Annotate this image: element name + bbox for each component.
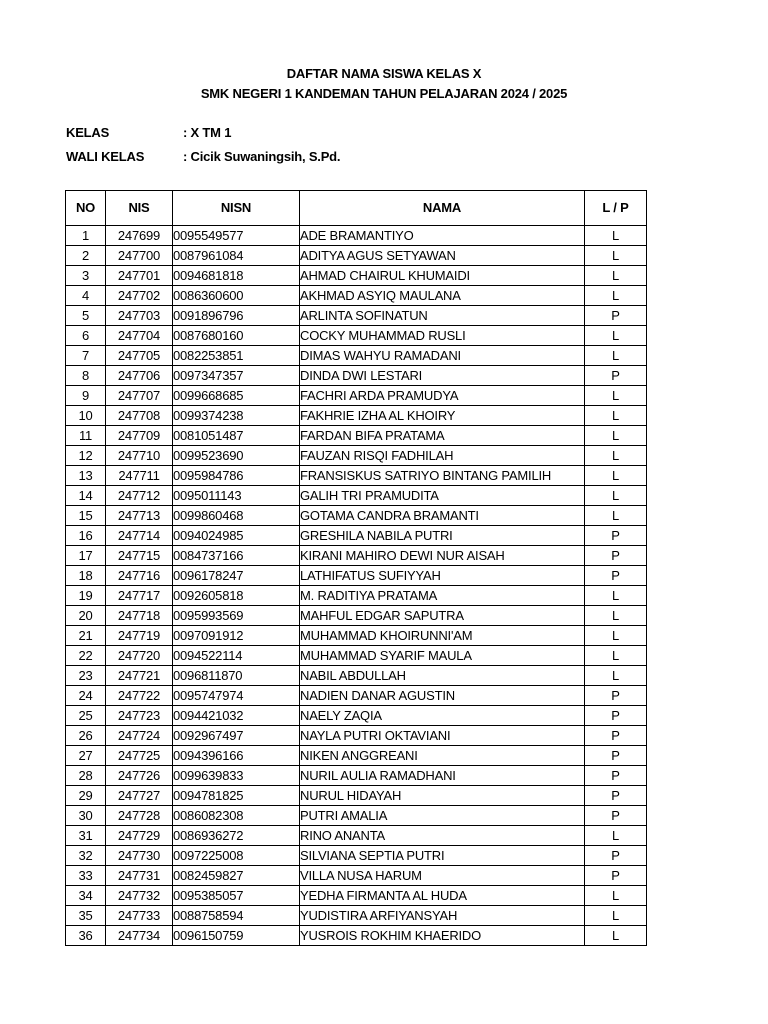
cell-nis: 247699 — [106, 226, 173, 246]
cell-nisn: 0087961084 — [173, 246, 300, 266]
student-roster-table — [65, 190, 647, 946]
cell-gender: L — [585, 646, 647, 666]
table-row — [66, 746, 647, 766]
cell-gender: P — [585, 766, 647, 786]
table-row — [66, 826, 647, 846]
cell-nisn: 0094421032 — [173, 706, 300, 726]
cell-nama: ARLINTA SOFINATUN — [300, 306, 585, 326]
cell-gender: L — [585, 406, 647, 426]
cell-nis: 247714 — [106, 526, 173, 546]
class-label: KELAS — [66, 125, 110, 140]
cell-no: 24 — [66, 686, 106, 706]
cell-nis: 247706 — [106, 366, 173, 386]
cell-nama: NABIL ABDULLAH — [300, 666, 585, 686]
cell-nis: 247718 — [106, 606, 173, 626]
table-body — [66, 226, 647, 946]
table-row — [66, 466, 647, 486]
cell-no: 27 — [66, 746, 106, 766]
homeroom-teacher-info — [66, 149, 340, 164]
table-row — [66, 566, 647, 586]
table-row — [66, 306, 647, 326]
cell-gender: L — [585, 926, 647, 946]
cell-nisn: 0094396166 — [173, 746, 300, 766]
cell-nama: DIMAS WAHYU RAMADANI — [300, 346, 585, 366]
cell-nisn: 0081051487 — [173, 426, 300, 446]
cell-gender: P — [585, 726, 647, 746]
cell-nama: GALIH TRI PRAMUDITA — [300, 486, 585, 506]
table-row — [66, 346, 647, 366]
cell-nis: 247725 — [106, 746, 173, 766]
cell-nama: NAYLA PUTRI OKTAVIANI — [300, 726, 585, 746]
cell-nisn: 0095549577 — [173, 226, 300, 246]
cell-nisn: 0099523690 — [173, 446, 300, 466]
cell-nis: 247709 — [106, 426, 173, 446]
table-row — [66, 406, 647, 426]
cell-nama: DINDA DWI LESTARI — [300, 366, 585, 386]
cell-nis: 247722 — [106, 686, 173, 706]
cell-gender: L — [585, 386, 647, 406]
cell-gender: L — [585, 286, 647, 306]
cell-nis: 247710 — [106, 446, 173, 466]
cell-no: 32 — [66, 846, 106, 866]
cell-gender: L — [585, 666, 647, 686]
cell-nama: AKHMAD ASYIQ MAULANA — [300, 286, 585, 306]
cell-gender: L — [585, 626, 647, 646]
cell-nisn: 0095984786 — [173, 466, 300, 486]
cell-nama: MUHAMMAD SYARIF MAULA — [300, 646, 585, 666]
table-row — [66, 526, 647, 546]
cell-nisn: 0086082308 — [173, 806, 300, 826]
cell-no: 34 — [66, 886, 106, 906]
cell-nisn: 0097347357 — [173, 366, 300, 386]
cell-nis: 247720 — [106, 646, 173, 666]
cell-gender: P — [585, 526, 647, 546]
table-row — [66, 386, 647, 406]
cell-gender: P — [585, 546, 647, 566]
cell-nama: SILVIANA SEPTIA PUTRI — [300, 846, 585, 866]
cell-no: 7 — [66, 346, 106, 366]
cell-nis: 247724 — [106, 726, 173, 746]
table-row — [66, 646, 647, 666]
column-header-nisn: NISN — [173, 191, 300, 226]
cell-nis: 247717 — [106, 586, 173, 606]
cell-nama: YEDHA FIRMANTA AL HUDA — [300, 886, 585, 906]
column-header-nama: NAMA — [300, 191, 585, 226]
cell-nisn: 0099639833 — [173, 766, 300, 786]
cell-nama: NADIEN DANAR AGUSTIN — [300, 686, 585, 706]
cell-gender: P — [585, 366, 647, 386]
cell-gender: L — [585, 586, 647, 606]
cell-gender: P — [585, 566, 647, 586]
cell-nama: ADE BRAMANTIYO — [300, 226, 585, 246]
cell-no: 14 — [66, 486, 106, 506]
table-row — [66, 906, 647, 926]
table-row — [66, 446, 647, 466]
table-header-row — [66, 191, 647, 226]
table-row — [66, 586, 647, 606]
cell-gender: P — [585, 306, 647, 326]
cell-nisn: 0091896796 — [173, 306, 300, 326]
cell-nama: PUTRI AMALIA — [300, 806, 585, 826]
cell-gender: L — [585, 246, 647, 266]
cell-no: 6 — [66, 326, 106, 346]
cell-no: 5 — [66, 306, 106, 326]
cell-nama: NAELY ZAQIA — [300, 706, 585, 726]
cell-nis: 247733 — [106, 906, 173, 926]
cell-no: 2 — [66, 246, 106, 266]
cell-no: 36 — [66, 926, 106, 946]
cell-no: 29 — [66, 786, 106, 806]
cell-nisn: 0094681818 — [173, 266, 300, 286]
cell-nama: ADITYA AGUS SETYAWAN — [300, 246, 585, 266]
cell-nama: KIRANI MAHIRO DEWI NUR AISAH — [300, 546, 585, 566]
document-subtitle: SMK NEGERI 1 KANDEMAN TAHUN PELAJARAN 2024 / 2025 — [200, 86, 568, 101]
cell-no: 9 — [66, 386, 106, 406]
cell-nisn: 0087680160 — [173, 326, 300, 346]
cell-nisn: 0095385057 — [173, 886, 300, 906]
cell-no: 3 — [66, 266, 106, 286]
cell-nisn: 0099668685 — [173, 386, 300, 406]
cell-nisn: 0094781825 — [173, 786, 300, 806]
cell-gender: L — [585, 466, 647, 486]
cell-gender: P — [585, 746, 647, 766]
cell-gender: L — [585, 826, 647, 846]
cell-nama: FAKHRIE IZHA AL KHOIRY — [300, 406, 585, 426]
cell-nisn: 0095011143 — [173, 486, 300, 506]
cell-nis: 247719 — [106, 626, 173, 646]
homeroom-teacher-value: : Cicik Suwaningsih, S.Pd. — [183, 149, 341, 164]
table-row — [66, 606, 647, 626]
cell-no: 25 — [66, 706, 106, 726]
cell-nis: 247727 — [106, 786, 173, 806]
homeroom-teacher-label: WALI KELAS — [66, 149, 145, 164]
column-header-nis: NIS — [106, 191, 173, 226]
cell-gender: L — [585, 506, 647, 526]
cell-nama: RINO ANANTA — [300, 826, 585, 846]
cell-no: 33 — [66, 866, 106, 886]
cell-nama: AHMAD CHAIRUL KHUMAIDI — [300, 266, 585, 286]
cell-gender: P — [585, 786, 647, 806]
cell-no: 30 — [66, 806, 106, 826]
table-row — [66, 266, 647, 286]
cell-no: 1 — [66, 226, 106, 246]
cell-gender: L — [585, 486, 647, 506]
cell-nis: 247730 — [106, 846, 173, 866]
cell-nis: 247729 — [106, 826, 173, 846]
cell-nisn: 0092605818 — [173, 586, 300, 606]
table-row — [66, 726, 647, 746]
cell-no: 11 — [66, 426, 106, 446]
cell-nisn: 0088758594 — [173, 906, 300, 926]
cell-no: 35 — [66, 906, 106, 926]
cell-nis: 247715 — [106, 546, 173, 566]
cell-nama: VILLA NUSA HARUM — [300, 866, 585, 886]
cell-nis: 247701 — [106, 266, 173, 286]
cell-nis: 247734 — [106, 926, 173, 946]
cell-nisn: 0094522114 — [173, 646, 300, 666]
cell-no: 22 — [66, 646, 106, 666]
cell-nisn: 0082459827 — [173, 866, 300, 886]
table-row — [66, 846, 647, 866]
cell-gender: L — [585, 426, 647, 446]
cell-no: 10 — [66, 406, 106, 426]
table-row — [66, 686, 647, 706]
table-row — [66, 506, 647, 526]
cell-gender: P — [585, 806, 647, 826]
table-row — [66, 226, 647, 246]
cell-no: 23 — [66, 666, 106, 686]
cell-no: 8 — [66, 366, 106, 386]
cell-nis: 247707 — [106, 386, 173, 406]
cell-gender: L — [585, 446, 647, 466]
cell-nisn: 0084737166 — [173, 546, 300, 566]
cell-nisn: 0095747974 — [173, 686, 300, 706]
cell-no: 21 — [66, 626, 106, 646]
cell-nisn: 0096150759 — [173, 926, 300, 946]
table-row — [66, 786, 647, 806]
cell-nama: FARDAN BIFA PRATAMA — [300, 426, 585, 446]
cell-nama: GRESHILA NABILA PUTRI — [300, 526, 585, 546]
cell-nis: 247700 — [106, 246, 173, 266]
cell-nisn: 0094024985 — [173, 526, 300, 546]
table-row — [66, 866, 647, 886]
cell-nis: 247726 — [106, 766, 173, 786]
column-header-gender: L / P — [585, 191, 647, 226]
table-row — [66, 366, 647, 386]
column-header-no: NO — [66, 191, 106, 226]
cell-no: 20 — [66, 606, 106, 626]
table-row — [66, 246, 647, 266]
cell-nama: NURUL HIDAYAH — [300, 786, 585, 806]
table-row — [66, 926, 647, 946]
table-row — [66, 426, 647, 446]
table-row — [66, 546, 647, 566]
cell-nama: GOTAMA CANDRA BRAMANTI — [300, 506, 585, 526]
cell-no: 28 — [66, 766, 106, 786]
table-row — [66, 286, 647, 306]
cell-nama: NIKEN ANGGREANI — [300, 746, 585, 766]
cell-no: 12 — [66, 446, 106, 466]
cell-nis: 247702 — [106, 286, 173, 306]
cell-nama: FACHRI ARDA PRAMUDYA — [300, 386, 585, 406]
cell-nis: 247703 — [106, 306, 173, 326]
cell-no: 18 — [66, 566, 106, 586]
table-row — [66, 626, 647, 646]
cell-nisn: 0086936272 — [173, 826, 300, 846]
cell-nis: 247721 — [106, 666, 173, 686]
cell-no: 13 — [66, 466, 106, 486]
cell-nis: 247732 — [106, 886, 173, 906]
cell-nis: 247704 — [106, 326, 173, 346]
cell-gender: L — [585, 886, 647, 906]
cell-nis: 247705 — [106, 346, 173, 366]
cell-nisn: 0086360600 — [173, 286, 300, 306]
cell-nis: 247713 — [106, 506, 173, 526]
class-info — [66, 125, 231, 140]
cell-nama: YUDISTIRA ARFIYANSYAH — [300, 906, 585, 926]
cell-nisn: 0097225008 — [173, 846, 300, 866]
cell-no: 16 — [66, 526, 106, 546]
cell-nis: 247731 — [106, 866, 173, 886]
cell-nama: MUHAMMAD KHOIRUNNI'AM — [300, 626, 585, 646]
cell-nisn: 0095993569 — [173, 606, 300, 626]
cell-no: 15 — [66, 506, 106, 526]
cell-no: 17 — [66, 546, 106, 566]
cell-nisn: 0099374238 — [173, 406, 300, 426]
table-row — [66, 326, 647, 346]
cell-no: 4 — [66, 286, 106, 306]
cell-gender: P — [585, 686, 647, 706]
cell-nisn: 0099860468 — [173, 506, 300, 526]
table-row — [66, 486, 647, 506]
table-row — [66, 666, 647, 686]
table-row — [66, 886, 647, 906]
cell-nis: 247723 — [106, 706, 173, 726]
cell-nis: 247708 — [106, 406, 173, 426]
cell-nis: 247728 — [106, 806, 173, 826]
cell-nisn: 0096178247 — [173, 566, 300, 586]
cell-nis: 247711 — [106, 466, 173, 486]
cell-nama: COCKY MUHAMMAD RUSLI — [300, 326, 585, 346]
cell-gender: P — [585, 846, 647, 866]
cell-no: 19 — [66, 586, 106, 606]
cell-no: 26 — [66, 726, 106, 746]
cell-gender: L — [585, 266, 647, 286]
cell-no: 31 — [66, 826, 106, 846]
cell-nis: 247712 — [106, 486, 173, 506]
cell-nisn: 0096811870 — [173, 666, 300, 686]
cell-nisn: 0082253851 — [173, 346, 300, 366]
cell-nama: M. RADITIYA PRATAMA — [300, 586, 585, 606]
cell-nisn: 0092967497 — [173, 726, 300, 746]
cell-gender: L — [585, 226, 647, 246]
cell-gender: L — [585, 906, 647, 926]
cell-nama: LATHIFATUS SUFIYYAH — [300, 566, 585, 586]
cell-nama: FAUZAN RISQI FADHILAH — [300, 446, 585, 466]
cell-nama: NURIL AULIA RAMADHANI — [300, 766, 585, 786]
cell-gender: L — [585, 606, 647, 626]
document-title: DAFTAR NAMA SISWA KELAS X — [286, 66, 482, 81]
class-value: : X TM 1 — [183, 125, 232, 140]
cell-gender: L — [585, 326, 647, 346]
cell-nama: MAHFUL EDGAR SAPUTRA — [300, 606, 585, 626]
table-row — [66, 806, 647, 826]
cell-gender: P — [585, 706, 647, 726]
cell-nama: YUSROIS ROKHIM KHAERIDO — [300, 926, 585, 946]
table-row — [66, 766, 647, 786]
cell-nisn: 0097091912 — [173, 626, 300, 646]
cell-gender: L — [585, 346, 647, 366]
cell-gender: P — [585, 866, 647, 886]
table-row — [66, 706, 647, 726]
cell-nis: 247716 — [106, 566, 173, 586]
cell-nama: FRANSISKUS SATRIYO BINTANG PAMILIH — [300, 466, 585, 486]
